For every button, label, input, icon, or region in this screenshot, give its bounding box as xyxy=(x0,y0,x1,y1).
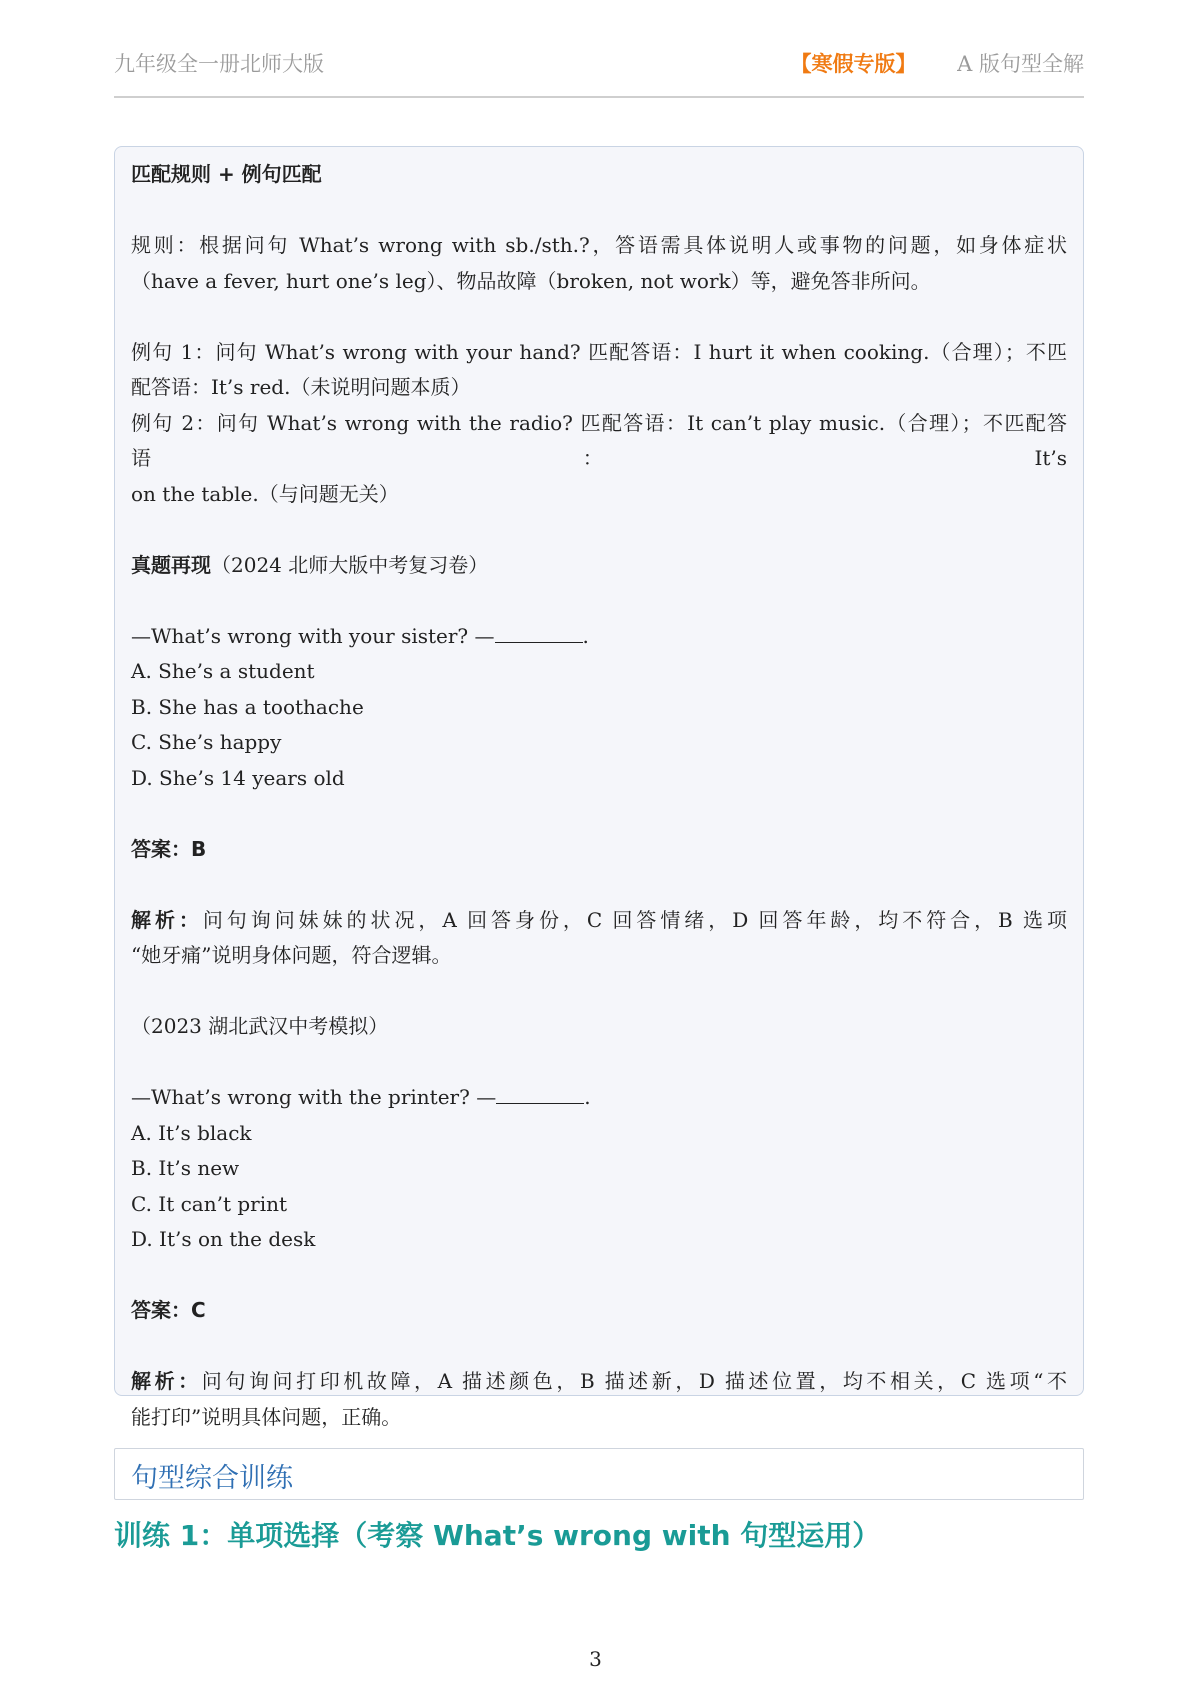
analysis-text: 问句询问妹妹的状况，A 回答身份，C 回答情绪，D 回答年龄，均不符合，B 选项 xyxy=(202,907,1067,932)
blank-line xyxy=(131,512,1067,548)
rule-example-box xyxy=(114,146,1084,1429)
answer-blank xyxy=(495,624,583,643)
question-1-option-c: C. She’s happy xyxy=(131,730,282,754)
real-exam-label: 真题再现 xyxy=(131,552,211,577)
analysis-label: 解析： xyxy=(131,1369,202,1393)
question-2-option-a: A. It’s black xyxy=(131,1120,252,1145)
question-2-option-c: C. It can’t print xyxy=(131,1191,288,1216)
question-1-stem xyxy=(131,619,1067,655)
answer-value: B xyxy=(191,836,207,861)
question-2-option-b: B. It’s new xyxy=(131,1156,240,1180)
question-1-option-d: D. She’s 14 years old xyxy=(131,765,345,790)
blank-line xyxy=(131,974,1067,1010)
question-1-analysis-line-1 xyxy=(131,903,1067,939)
blank-line xyxy=(131,1329,1067,1365)
section-title: 句型综合训练 xyxy=(131,1463,293,1494)
blank-line xyxy=(131,1045,1067,1081)
example-1-line-2: 配答语：It’s red.（未说明问题本质） xyxy=(131,375,471,399)
answer-label: 答案： xyxy=(131,836,191,861)
blank-line xyxy=(131,796,1067,832)
question-2-analysis-line-1 xyxy=(131,1364,1067,1400)
header-right xyxy=(790,48,1084,78)
answer-blank xyxy=(496,1085,584,1104)
question-2-analysis-line-2: 能打印”说明具体问题，正确。 xyxy=(131,1404,402,1429)
analysis-text: 问句询问打印机故障，A 描述颜色，B 描述新，D 描述位置，均不相关，C 选项“不 xyxy=(201,1369,1067,1393)
blank-line xyxy=(131,299,1067,335)
question-1-analysis-line-2: “她牙痛”说明身体问题，符合逻辑。 xyxy=(131,943,452,967)
question-1-source-text: （2024 北师大版中考复习卷） xyxy=(211,552,489,577)
answer-label: 答案： xyxy=(131,1298,191,1322)
question-2-option-d: D. It’s on the desk xyxy=(131,1227,316,1251)
question-1-option-a: A. She’s a student xyxy=(131,659,315,683)
blank-line xyxy=(131,1258,1067,1294)
page-header xyxy=(114,44,1084,98)
question-2-stem-end: . xyxy=(584,1085,591,1109)
header-section-title: A 版句型全解 xyxy=(957,52,1084,76)
training-title: 训练 1：单项选择（考察 What’s wrong with 句型运用） xyxy=(114,1519,881,1552)
header-edition-badge: 【寒假专版】 xyxy=(790,52,917,76)
header-book-title: 九年级全一册北师大版 xyxy=(114,52,324,76)
question-1-answer xyxy=(131,832,1067,868)
example-2-line-2: on the table.（与问题无关） xyxy=(131,481,399,506)
rule-line-2: （have a fever, hurt one’s leg）、物品故障（broken, not work）等，避免答非所问。 xyxy=(131,268,931,293)
example-2-line-1: 例句 2：问句 What’s wrong with the radio? 匹配答语：It can’t play music.（合理）；不匹配答语：It’s xyxy=(131,410,1067,470)
blank-line xyxy=(131,867,1067,903)
question-1-stem-end: . xyxy=(582,623,589,648)
question-2-stem-text: —What’s wrong with the printer? — xyxy=(131,1085,497,1109)
rule-example-content xyxy=(131,157,1067,1435)
blank-line xyxy=(131,583,1067,619)
section-header-bar xyxy=(114,1448,1084,1500)
question-1-source xyxy=(131,548,1067,584)
answer-value: C xyxy=(191,1298,206,1322)
question-2-source: （2023 湖北武汉中考模拟） xyxy=(131,1014,389,1038)
rule-line-1: 规则：根据问句 What’s wrong with sb./sth.?，答语需具体说明人或事物的问题，如身体症状 xyxy=(131,233,1067,257)
question-2-answer xyxy=(131,1293,1067,1329)
box-heading: 匹配规则 + 例句匹配 xyxy=(131,162,322,186)
page-number: 3 xyxy=(589,1647,602,1671)
question-1-stem-text: —What’s wrong with your sister? — xyxy=(131,623,495,648)
example-1-line-1: 例句 1：问句 What’s wrong with your hand? 匹配答语：I hurt it when cooking.（合理）；不匹 xyxy=(131,339,1067,364)
blank-line xyxy=(131,193,1067,229)
analysis-label: 解析： xyxy=(131,907,203,932)
question-2-stem xyxy=(131,1080,1067,1116)
question-1-option-b: B. She has a toothache xyxy=(131,694,364,719)
